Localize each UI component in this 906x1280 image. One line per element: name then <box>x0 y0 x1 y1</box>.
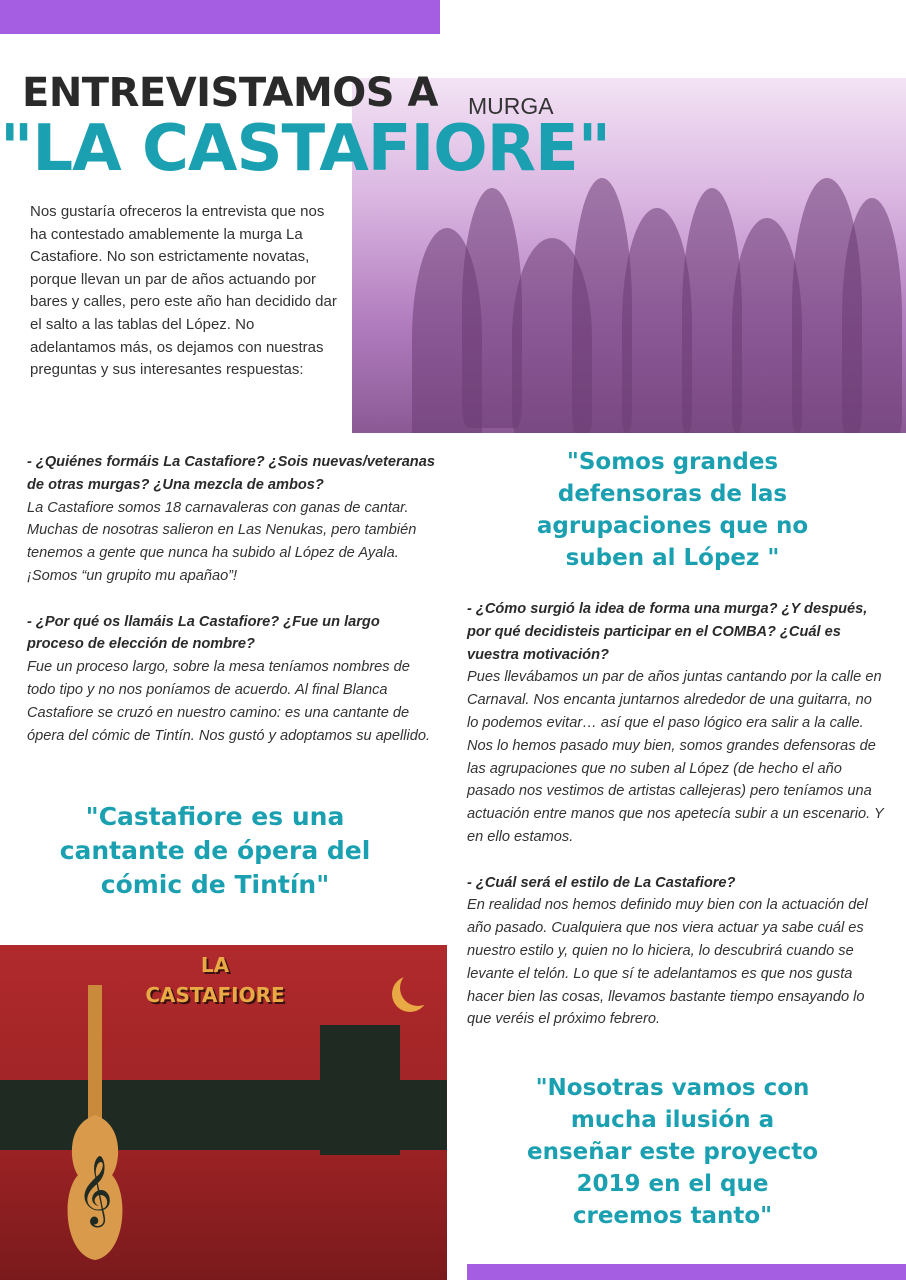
intro-paragraph: Nos gustaría ofreceros la entrevista que nos ha contestado amablemente la murga La Castafiore. No son estrictamente novatas, porque llevan un par de años actuando por bares y calles, pero este año han decidido dar el salto a las tablas del López. No adelantamos más, os dejamos con nuestras preguntas y sus interesantes respuestas: <box>30 203 337 379</box>
pull-quote-left: "Castafiore es una cantante de ópera del cómic de Tintín" <box>59 802 371 899</box>
answer: Fue un proceso largo, sobre la mesa teníamos nombres de todo tipo y no nos poníamos de acuerdo. Al final Blanca Castafiore se cruzó en nuestro camino: es una cantante de ópera del cómic de Tintín. Nos gustó y adoptamos su apellido. <box>27 659 431 744</box>
pull-quote-right-bottom: "Nosotras vamos con mucha ilusión a enseñar este proyecto 2019 en el que creemos tanto" <box>526 1075 819 1229</box>
top-accent-bar <box>0 0 440 34</box>
qa-item <box>27 611 437 748</box>
qa-item <box>27 451 437 588</box>
question: - ¿Por qué os llamáis La Castafiore? ¿Fue un largo proceso de elección de nombre? <box>27 613 380 653</box>
svg-text:𝄞: 𝄞 <box>77 1155 113 1225</box>
logo-line1: LA <box>200 953 230 977</box>
poster-logo <box>120 950 310 1010</box>
answer: En realidad nos hemos definido muy bien con la actuación del año pasado. Cualquiera que nos viera actuar ya sabe cuál es nuestro estilo y, quien no lo hiciera, lo descubrirá cuando se levante el telón. Lo que sí te adelantamos es que nos gusta hacer bien las cosas, llevamos bastante tiempo ensayando lo que veréis el próximo febrero. <box>467 897 868 1028</box>
person-silhouette <box>842 198 902 433</box>
question: - ¿Quiénes formáis La Castafiore? ¿Sois nuevas/veteranas de otras murgas? ¿Una mezcla de ambos? <box>27 454 435 493</box>
logo-line2: CASTAFIORE <box>145 983 285 1007</box>
pull-quote-right-top: "Somos grandes defensoras de las agrupaciones que no suben al López " <box>536 449 809 571</box>
bottom-accent-bar <box>467 1264 906 1280</box>
right-interview-column <box>467 598 887 1054</box>
question: - ¿Cómo surgió la idea de forma una murga? ¿Y después, por qué decidisteis participar en el COMBA? ¿Cuál es vuestra motivación? <box>467 601 868 663</box>
guitar-icon <box>60 985 130 1265</box>
murga-poster <box>0 945 447 1280</box>
answer: Pues llevábamos un par de años juntas cantando por la calle en Carnaval. Nos encanta juntarnos alrededor de una guitarra, no lo podemos evitar… así que el paso lógico era salir a la calle. Nos lo hemos pasado muy bien, somos grandes defensoras de las agrupaciones que no suben al López (de hecho el año pasado nos vestimos de artistas callejeras) pero teníamos una actuación entre manos que nos apetecía subir a un escenario. Y en ello estamos. <box>467 669 884 845</box>
moon-icon <box>400 970 436 1006</box>
headline-line2: "LA CASTAFIORE" <box>0 112 611 186</box>
headline-line1: ENTREVISTAMOS A <box>22 70 438 116</box>
qa-item <box>467 872 887 1032</box>
answer: La Castafiore somos 18 carnavaleras con ganas de cantar. Muchas de nosotras salieron en Las Nenukas, pero también tenemos a gente que nunca ha subido al López de Ayala. ¡Somos “un grupito mu apañao”! <box>27 499 417 584</box>
question: - ¿Cuál será el estilo de La Castafiore? <box>467 874 736 891</box>
left-interview-column <box>27 451 437 770</box>
qa-item <box>467 598 887 849</box>
headline-kicker: MURGA <box>468 93 554 119</box>
